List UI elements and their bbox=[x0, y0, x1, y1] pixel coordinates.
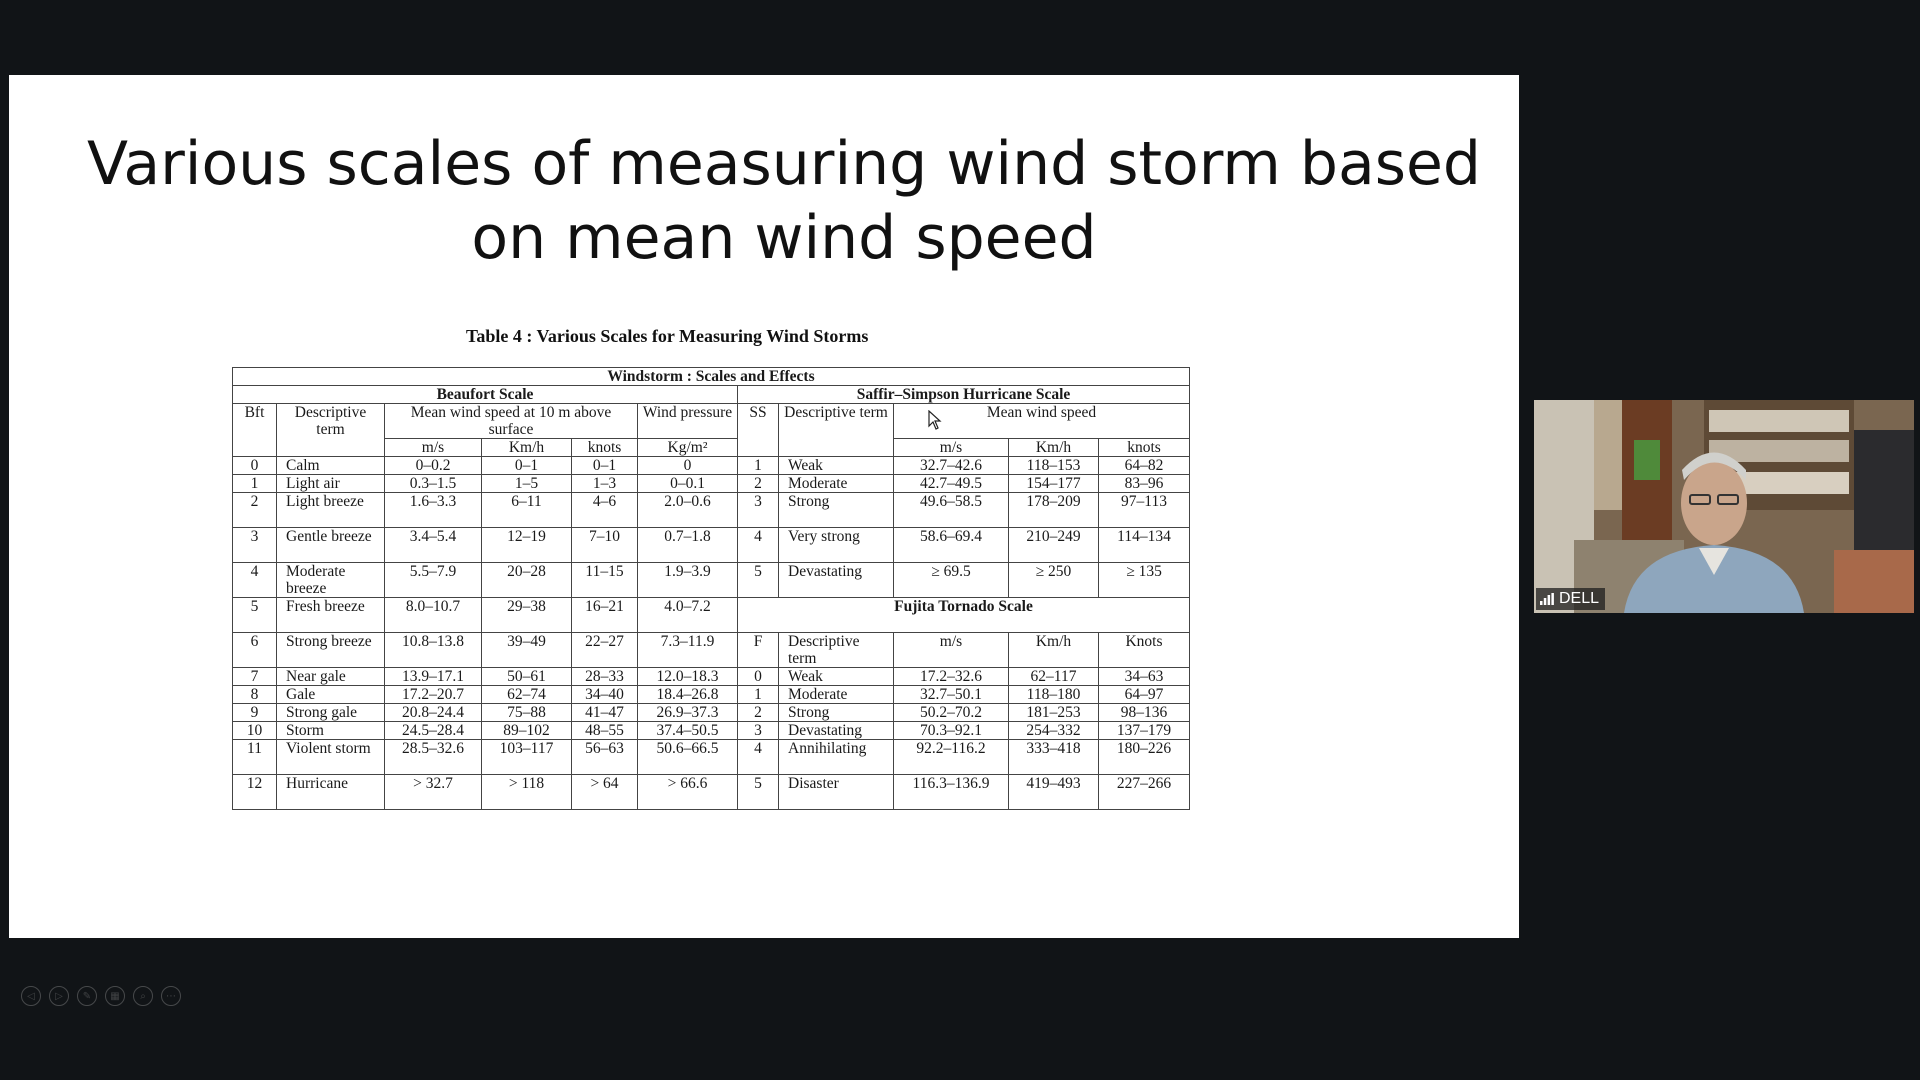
bft-kmh: > 118 bbox=[482, 775, 572, 810]
header-descriptive-term: Descriptive term bbox=[277, 404, 385, 457]
bft-ms: 10.8–13.8 bbox=[385, 633, 482, 668]
saffir-simpson-header: Saffir–Simpson Hurricane Scale bbox=[738, 386, 1190, 404]
f-number: 3 bbox=[738, 722, 779, 740]
bft-descriptive-term: Fresh breeze bbox=[277, 598, 385, 633]
ss-knots: 64–82 bbox=[1099, 457, 1190, 475]
ss-kmh: 210–249 bbox=[1009, 528, 1099, 563]
bft-kmh: 89–102 bbox=[482, 722, 572, 740]
bft-knots: 0–1 bbox=[572, 457, 638, 475]
header-f-kmh: Km/h bbox=[1009, 633, 1099, 668]
bft-knots: 4–6 bbox=[572, 493, 638, 528]
ss-kmh: 154–177 bbox=[1009, 475, 1099, 493]
wind-scales-table bbox=[232, 367, 1190, 810]
header-f: F bbox=[738, 633, 779, 668]
ss-ms: 58.6–69.4 bbox=[894, 528, 1009, 563]
bft-wind-pressure: 26.9–37.3 bbox=[638, 704, 738, 722]
unit-kmh: Km/h bbox=[482, 439, 572, 457]
f-kmh: 62–117 bbox=[1009, 668, 1099, 686]
header-descriptive-term-ss: Descriptive term bbox=[779, 404, 894, 457]
mouse-cursor-icon bbox=[928, 410, 942, 430]
bft-knots: 1–3 bbox=[572, 475, 638, 493]
bft-kmh: 103–117 bbox=[482, 740, 572, 775]
ss-ms: 49.6–58.5 bbox=[894, 493, 1009, 528]
bft-ms: > 32.7 bbox=[385, 775, 482, 810]
bft-knots: 34–40 bbox=[572, 686, 638, 704]
bft-ms: 3.4–5.4 bbox=[385, 528, 482, 563]
bft-wind-pressure: 0–0.1 bbox=[638, 475, 738, 493]
next-icon[interactable]: ▷ bbox=[49, 986, 69, 1006]
bft-kmh: 20–28 bbox=[482, 563, 572, 598]
f-number: 0 bbox=[738, 668, 779, 686]
header-descriptive-term-f: Descriptive term bbox=[779, 633, 894, 668]
f-knots: 137–179 bbox=[1099, 722, 1190, 740]
table-row bbox=[233, 457, 1190, 475]
f-number: 1 bbox=[738, 686, 779, 704]
bft-descriptive-term: Calm bbox=[277, 457, 385, 475]
ss-kmh: ≥ 250 bbox=[1009, 563, 1099, 598]
f-knots: 227–266 bbox=[1099, 775, 1190, 810]
table-row bbox=[233, 475, 1190, 493]
ss-number: 2 bbox=[738, 475, 779, 493]
bft-kmh: 39–49 bbox=[482, 633, 572, 668]
bft-ms: 13.9–17.1 bbox=[385, 668, 482, 686]
f-ms: 92.2–116.2 bbox=[894, 740, 1009, 775]
bft-wind-pressure: 7.3–11.9 bbox=[638, 633, 738, 668]
header-mean-wind-speed: Mean wind speed bbox=[894, 404, 1190, 439]
table-row bbox=[233, 563, 1190, 598]
unit-kmh-ss: Km/h bbox=[1009, 439, 1099, 457]
f-number: 2 bbox=[738, 704, 779, 722]
bft-descriptive-term: Violent storm bbox=[277, 740, 385, 775]
bft-number: 10 bbox=[233, 722, 277, 740]
bft-kmh: 12–19 bbox=[482, 528, 572, 563]
beaufort-scale-header: Beaufort Scale bbox=[233, 386, 738, 404]
bft-descriptive-term: Light air bbox=[277, 475, 385, 493]
table-row bbox=[233, 598, 1190, 633]
f-kmh: 118–180 bbox=[1009, 686, 1099, 704]
ss-ms: ≥ 69.5 bbox=[894, 563, 1009, 598]
table-row bbox=[233, 633, 1190, 668]
slide-title-line-1: Various scales of measuring wind storm based bbox=[86, 129, 1481, 199]
ss-ms: 42.7–49.5 bbox=[894, 475, 1009, 493]
bft-number: 0 bbox=[233, 457, 277, 475]
bft-wind-pressure: > 66.6 bbox=[638, 775, 738, 810]
signal-bars-icon bbox=[1540, 593, 1554, 605]
bft-knots: 48–55 bbox=[572, 722, 638, 740]
bft-descriptive-term: Strong breeze bbox=[277, 633, 385, 668]
zoom-icon[interactable]: ⌕ bbox=[133, 986, 153, 1006]
f-number: 4 bbox=[738, 740, 779, 775]
table-row bbox=[233, 686, 1190, 704]
bft-descriptive-term: Strong gale bbox=[277, 704, 385, 722]
bft-knots: 11–15 bbox=[572, 563, 638, 598]
bft-kmh: 62–74 bbox=[482, 686, 572, 704]
bft-descriptive-term: Near gale bbox=[277, 668, 385, 686]
unit-ms: m/s bbox=[385, 439, 482, 457]
table-row bbox=[233, 493, 1190, 528]
bft-ms: 1.6–3.3 bbox=[385, 493, 482, 528]
table-row bbox=[233, 775, 1190, 810]
bft-ms: 0–0.2 bbox=[385, 457, 482, 475]
bft-ms: 17.2–20.7 bbox=[385, 686, 482, 704]
ss-knots: ≥ 135 bbox=[1099, 563, 1190, 598]
f-ms: 17.2–32.6 bbox=[894, 668, 1009, 686]
bft-ms: 5.5–7.9 bbox=[385, 563, 482, 598]
ss-number: 1 bbox=[738, 457, 779, 475]
fujita-scale-header: Fujita Tornado Scale bbox=[738, 598, 1190, 633]
slides-icon[interactable]: ▦ bbox=[105, 986, 125, 1006]
f-knots: 180–226 bbox=[1099, 740, 1190, 775]
bft-wind-pressure: 4.0–7.2 bbox=[638, 598, 738, 633]
f-descriptive-term: Disaster bbox=[779, 775, 894, 810]
ss-descriptive-term: Very strong bbox=[779, 528, 894, 563]
bft-descriptive-term: Light breeze bbox=[277, 493, 385, 528]
bft-knots: 56–63 bbox=[572, 740, 638, 775]
table-row bbox=[233, 668, 1190, 686]
unit-knots-ss: knots bbox=[1099, 439, 1190, 457]
bft-wind-pressure: 1.9–3.9 bbox=[638, 563, 738, 598]
bft-number: 3 bbox=[233, 528, 277, 563]
pen-icon[interactable]: ✎ bbox=[77, 986, 97, 1006]
header-ss: SS bbox=[738, 404, 779, 457]
f-ms: 50.2–70.2 bbox=[894, 704, 1009, 722]
f-knots: 64–97 bbox=[1099, 686, 1190, 704]
bft-number: 4 bbox=[233, 563, 277, 598]
bft-kmh: 50–61 bbox=[482, 668, 572, 686]
f-ms: 70.3–92.1 bbox=[894, 722, 1009, 740]
table-row bbox=[233, 704, 1190, 722]
ss-knots: 83–96 bbox=[1099, 475, 1190, 493]
f-knots: 98–136 bbox=[1099, 704, 1190, 722]
bft-number: 7 bbox=[233, 668, 277, 686]
ss-knots: 97–113 bbox=[1099, 493, 1190, 528]
ss-ms: 32.7–42.6 bbox=[894, 457, 1009, 475]
bft-ms: 0.3–1.5 bbox=[385, 475, 482, 493]
bft-number: 8 bbox=[233, 686, 277, 704]
participant-name: DELL bbox=[1559, 590, 1600, 607]
bft-wind-pressure: 0 bbox=[638, 457, 738, 475]
ss-number: 5 bbox=[738, 563, 779, 598]
bft-kmh: 6–11 bbox=[482, 493, 572, 528]
header-f-knots: Knots bbox=[1099, 633, 1190, 668]
header-bft: Bft bbox=[233, 404, 277, 457]
bft-ms: 8.0–10.7 bbox=[385, 598, 482, 633]
bft-knots: 22–27 bbox=[572, 633, 638, 668]
slide-title-line-2: on mean wind speed bbox=[471, 203, 1097, 273]
bft-number: 5 bbox=[233, 598, 277, 633]
bft-descriptive-term: Gentle breeze bbox=[277, 528, 385, 563]
f-descriptive-term: Moderate bbox=[779, 686, 894, 704]
ss-descriptive-term: Devastating bbox=[779, 563, 894, 598]
table-row bbox=[233, 722, 1190, 740]
bft-knots: 41–47 bbox=[572, 704, 638, 722]
bft-number: 12 bbox=[233, 775, 277, 810]
participant-name-tag bbox=[1536, 588, 1605, 610]
bft-descriptive-term: Hurricane bbox=[277, 775, 385, 810]
header-wind-pressure: Wind pressure bbox=[638, 404, 738, 439]
bft-wind-pressure: 2.0–0.6 bbox=[638, 493, 738, 528]
unit-ms-ss: m/s bbox=[894, 439, 1009, 457]
more-icon[interactable]: ⋯ bbox=[161, 986, 181, 1006]
bft-knots: 7–10 bbox=[572, 528, 638, 563]
ss-descriptive-term: Weak bbox=[779, 457, 894, 475]
ss-number: 3 bbox=[738, 493, 779, 528]
bft-knots: 16–21 bbox=[572, 598, 638, 633]
f-kmh: 419–493 bbox=[1009, 775, 1099, 810]
table-row bbox=[233, 740, 1190, 775]
bft-ms: 24.5–28.4 bbox=[385, 722, 482, 740]
bft-knots: 28–33 bbox=[572, 668, 638, 686]
header-f-ms: m/s bbox=[894, 633, 1009, 668]
bft-number: 2 bbox=[233, 493, 277, 528]
f-descriptive-term: Strong bbox=[779, 704, 894, 722]
table-banner: Windstorm : Scales and Effects bbox=[233, 368, 1190, 386]
participant-video[interactable] bbox=[1534, 400, 1914, 613]
ss-kmh: 178–209 bbox=[1009, 493, 1099, 528]
participant-video-frame bbox=[1534, 400, 1914, 613]
bft-number: 6 bbox=[233, 633, 277, 668]
table-row bbox=[233, 528, 1190, 563]
bft-number: 11 bbox=[233, 740, 277, 775]
ss-knots: 114–134 bbox=[1099, 528, 1190, 563]
ss-descriptive-term: Strong bbox=[779, 493, 894, 528]
slide-title bbox=[69, 127, 1499, 275]
bft-number: 9 bbox=[233, 704, 277, 722]
bft-knots: > 64 bbox=[572, 775, 638, 810]
f-descriptive-term: Weak bbox=[779, 668, 894, 686]
f-kmh: 333–418 bbox=[1009, 740, 1099, 775]
bft-descriptive-term: Storm bbox=[277, 722, 385, 740]
f-number: 5 bbox=[738, 775, 779, 810]
bft-kmh: 1–5 bbox=[482, 475, 572, 493]
f-ms: 116.3–136.9 bbox=[894, 775, 1009, 810]
bft-number: 1 bbox=[233, 475, 277, 493]
ss-descriptive-term: Moderate bbox=[779, 475, 894, 493]
f-ms: 32.7–50.1 bbox=[894, 686, 1009, 704]
f-descriptive-term: Annihilating bbox=[779, 740, 894, 775]
f-descriptive-term: Devastating bbox=[779, 722, 894, 740]
ss-kmh: 118–153 bbox=[1009, 457, 1099, 475]
header-mean-wind-speed-10m: Mean wind speed at 10 m above surface bbox=[385, 404, 638, 439]
bft-kmh: 0–1 bbox=[482, 457, 572, 475]
bft-kmh: 29–38 bbox=[482, 598, 572, 633]
bft-ms: 28.5–32.6 bbox=[385, 740, 482, 775]
f-kmh: 181–253 bbox=[1009, 704, 1099, 722]
bft-wind-pressure: 0.7–1.8 bbox=[638, 528, 738, 563]
table-caption: Table 4 : Various Scales for Measuring Wind Storms bbox=[466, 326, 869, 346]
unit-knots: knots bbox=[572, 439, 638, 457]
bft-descriptive-term: Gale bbox=[277, 686, 385, 704]
bft-wind-pressure: 18.4–26.8 bbox=[638, 686, 738, 704]
bft-descriptive-term: Moderate breeze bbox=[277, 563, 385, 598]
presentation-slide bbox=[9, 75, 1519, 1002]
bft-wind-pressure: 12.0–18.3 bbox=[638, 668, 738, 686]
bft-ms: 20.8–24.4 bbox=[385, 704, 482, 722]
bft-kmh: 75–88 bbox=[482, 704, 572, 722]
f-kmh: 254–332 bbox=[1009, 722, 1099, 740]
slideshow-controls bbox=[21, 986, 181, 1006]
bft-wind-pressure: 50.6–66.5 bbox=[638, 740, 738, 775]
f-knots: 34–63 bbox=[1099, 668, 1190, 686]
prev-icon[interactable]: ◁ bbox=[21, 986, 41, 1006]
bft-wind-pressure: 37.4–50.5 bbox=[638, 722, 738, 740]
ss-number: 4 bbox=[738, 528, 779, 563]
unit-kgm2: Kg/m² bbox=[638, 439, 738, 457]
